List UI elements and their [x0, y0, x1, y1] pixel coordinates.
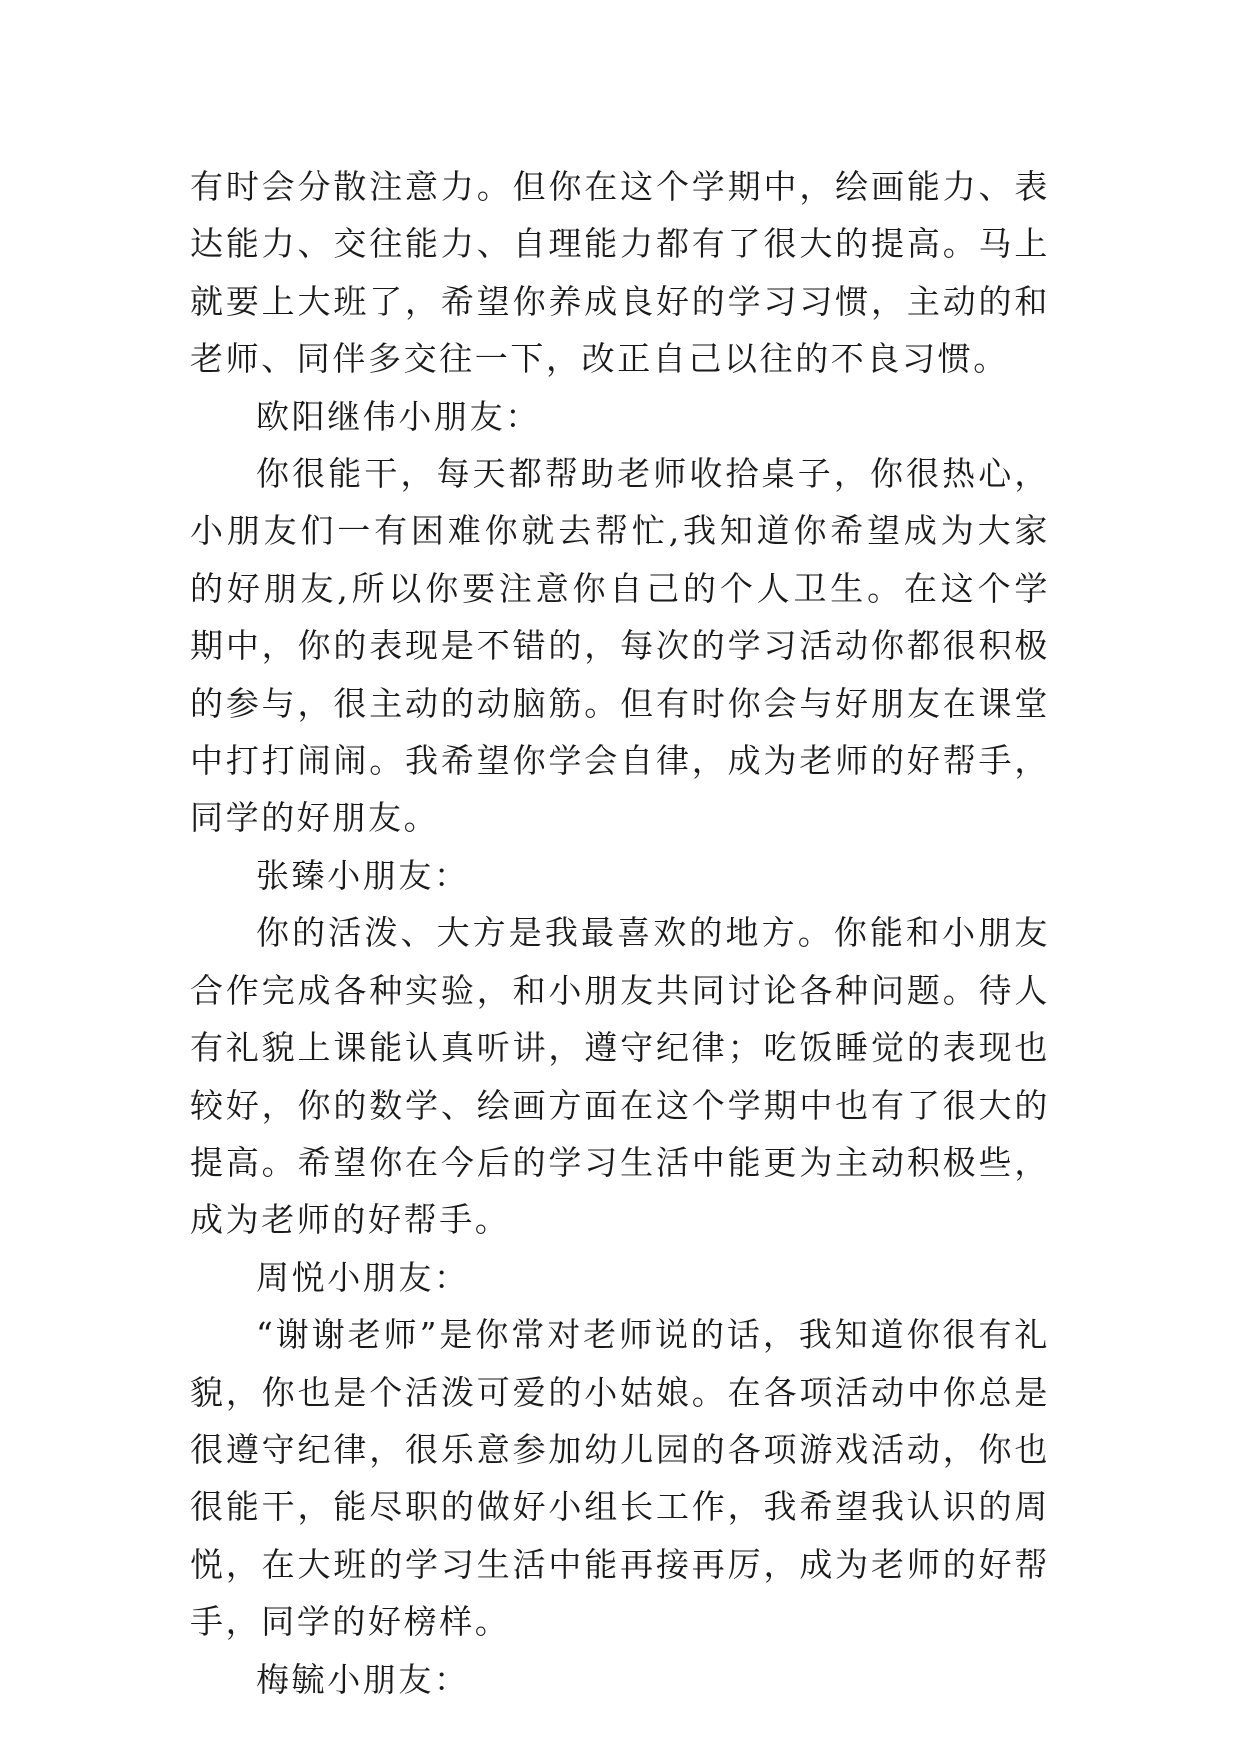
student-heading-mei-yu: 梅毓小朋友：	[256, 1659, 470, 1699]
paragraph-continued: 有时会分散注意力。但你在这个学期中，绘画能力、表达能力、交往能力、自理能力都有了很大的提高。马上就要上大班了，希望你养成良好的学习习惯，主动的和老师、同伴多交往一下，改正自己以往的不良习惯。	[190, 167, 1050, 379]
paragraph-zhou-yue: “谢谢老师”是你常对老师说的话，我知道你很有礼貌，你也是个活泼可爱的小姑娘。在各项活动中你总是很遵守纪律，很乐意参加幼儿园的各项游戏活动，你也很能干，能尽职的做好小组长工作，我希望我认识的周悦，在大班的学习生活中能再接再厉，成为老师的好帮手，同学的好榜样。	[190, 1315, 1050, 1642]
paragraph-ouyang-jiwei: 你很能干，每天都帮助老师收拾桌子，你很热心，小朋友们一有困难你就去帮忙,我知道你希望成为大家的好朋友,所以你要注意你自己的个人卫生。在这个学期中，你的表现是不错的，每次的学习活动你都很积极的参与，很主动的动脑筋。但有时你会与好朋友在课堂中打打闹闹。我希望你学会自律，成为老师的好帮手，同学的好朋友。	[190, 454, 1050, 838]
student-heading-zhou-yue: 周悦小朋友：	[256, 1257, 470, 1297]
student-heading-ouyang-jiwei: 欧阳继伟小朋友：	[256, 396, 541, 436]
document-body	[190, 158, 1050, 1708]
student-heading-zhang-zhen: 张臻小朋友：	[256, 855, 470, 895]
paragraph-zhang-zhen: 你的活泼、大方是我最喜欢的地方。你能和小朋友合作完成各种实验，和小朋友共同讨论各种问题。待人有礼貌上课能认真听讲，遵守纪律；吃饭睡觉的表现也较好，你的数学、绘画方面在这个学期中也有了很大的提高。希望你在今后的学习生活中能更为主动积极些，成为老师的好帮手。	[190, 913, 1050, 1240]
